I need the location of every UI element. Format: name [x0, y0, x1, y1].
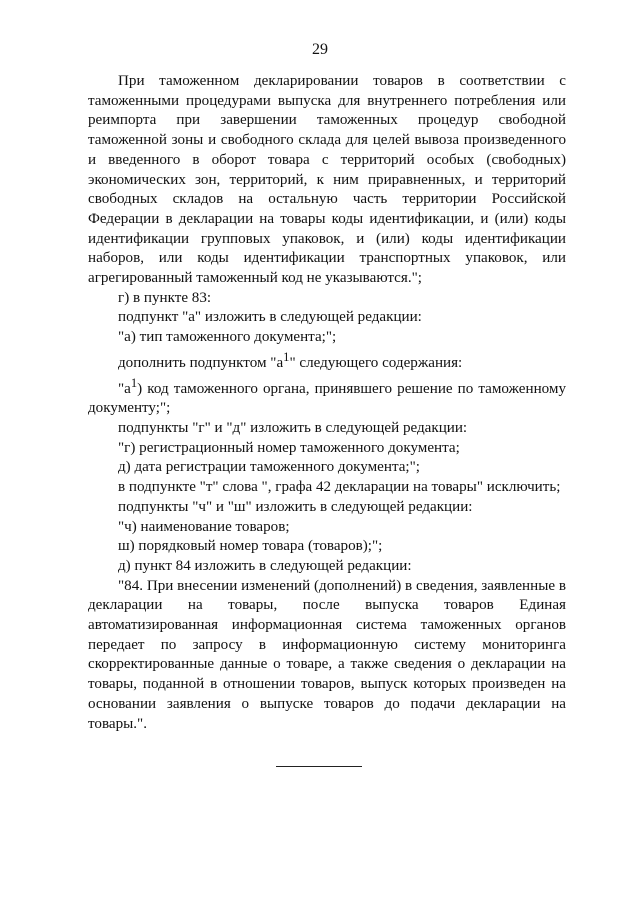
paragraph: подпункты "г" и "д" изложить в следующей редакции:: [118, 420, 468, 437]
paragraph: д) дата регистрации таможенного документа;";: [118, 459, 420, 476]
paragraph: подпункт "а" изложить в следующей редакции:: [118, 309, 422, 326]
paragraph-text: ) код таможенного органа, принявшего решение по таможенному документу;";: [88, 380, 566, 417]
paragraph: подпункты "ч" и "ш" изложить в следующей редакции:: [118, 498, 473, 515]
paragraph: "г) регистрационный номер таможенного документа;: [118, 439, 460, 456]
closing-divider: [276, 766, 362, 767]
page-number: 29: [312, 41, 328, 58]
paragraph-text: "а: [270, 354, 284, 371]
paragraph-text: ": [289, 354, 296, 371]
paragraph-a1-item: [88, 374, 566, 419]
paragraph-text: дополнить подпунктом: [118, 354, 271, 371]
paragraph-text: следующего содержания:: [295, 354, 463, 371]
paragraph: "84. При внесении изменений (дополнений) в сведения, заявленные в декларации на товары, после выпуска товаров Единая автоматизированная информационная система таможенных органов передает по запросу в информационную систему мониторинга скорректированные данные о товаре, а также сведения о декларации на товары, поданной в отношении товаров, выпуск которых произведен на основании заявления о выпуске товаров до подачи декларации на товары.".: [88, 577, 566, 732]
superscript: 1: [130, 375, 138, 390]
superscript: 1: [283, 349, 290, 364]
document-body: [88, 72, 566, 734]
paragraph: При таможенном декларировании товаров в соответствии с таможенными процедурами выпуска для внутреннего потребления или реимпорта при завершении таможенных процедур свободной таможенной зоны и свободного склада для целей вывоза произведенного и введенного в оборот товара с территорий особых (свободных) экономических зон, территорий, к ним приравненных, и территорий свободных складов на остальную часть территории Российской Федерации в декларации на товары коды идентификации, и (или) коды идентификации групповых упаковок, и (или) коды идентификации наборов, или коды идентификации транспортных упаковок, или агрегированный таможенный код не указываются.";: [88, 73, 566, 287]
paragraph-text: "а: [118, 380, 131, 397]
paragraph: "а) тип таможенного документа;";: [118, 329, 337, 346]
paragraph: д) пункт 84 изложить в следующей редакции:: [118, 557, 412, 574]
paragraph: в подпункте "т" слова ", графа 42 декларации на товары" исключить;: [118, 479, 561, 496]
paragraph: "ч) наименование товаров;: [118, 518, 290, 535]
paragraph-a1-intro: [88, 348, 566, 374]
paragraph: ш) порядковый номер товара (товаров);";: [118, 538, 383, 555]
paragraph: г) в пункте 83:: [118, 289, 212, 306]
